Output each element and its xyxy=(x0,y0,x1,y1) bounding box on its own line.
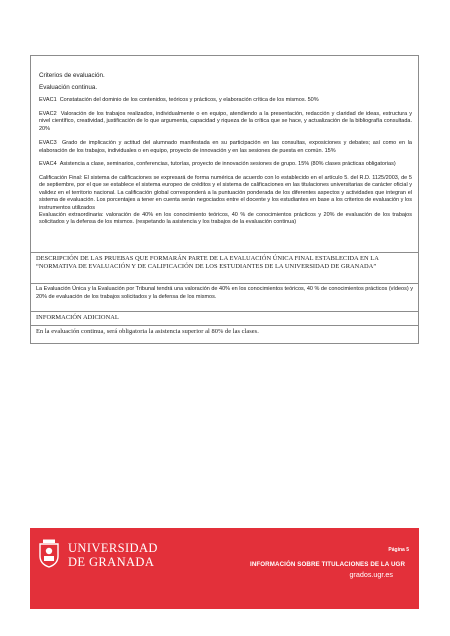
criterion-evac1: EVAC1 Constatación del dominio de los contenidos, teóricos y prácticos, y elaboración crítica de los mismos. 50% xyxy=(39,97,319,103)
criteria-subtitle: Evaluación continua. xyxy=(39,84,98,91)
page-number: Página 5 xyxy=(388,547,409,553)
extraordinary-eval-text: Evaluación extraordinaria: valoración de 40% en los conocimiento teóricos, 40 % de conocimientos prácticos y 20% de evaluación de los trabajos solicitados y la defensa de los mismos. (respetando la asistencia y los trabajos de la evaluación continua) xyxy=(39,211,412,226)
criteria-title: Criterios de evaluación. xyxy=(39,72,105,79)
university-name: UNIVERSIDAD DE GRANADA xyxy=(68,541,158,569)
single-eval-heading: DESCRIPCIÓN DE LAS PRUEBAS QUE FORMARÁN PARTE DE LA EVALUACIÓN ÚNICA FINAL ESTABLECIDA EN LA “NORMATIVA DE EVALUACIÓN Y DE CALIFICACIÓN DE LOS ESTUDIANTES DE LA UNIVERSIDAD DE GRANADA” xyxy=(31,252,418,283)
criterion-evac4: EVAC4 Asistencia a clase, seminarios, conferencias, tutorías, proyecto de innovación sesiones de grupo. 15% (80% clases prácticas obligatorias) xyxy=(39,161,396,168)
single-eval-text: La Evaluación Única y la Evaluación por Tribunal tendrá una valoración de 40% en los conocimientos teóricos, 40 % de conocimientos prácticos (vídeos) y 20% de evaluación de los trabajos solicitados y la defensa de los mismos. xyxy=(31,283,418,311)
footer-banner xyxy=(30,528,419,609)
evaluation-table xyxy=(30,55,419,344)
footer-info-title: INFORMACIÓN SOBRE TITULACIONES DE LA UGR xyxy=(250,561,406,568)
criterion-evac3: EVAC3 Grado de implicación y actitud del alumnado manifestada en su participación en las consultas, exposiciones y debates; así como en la elaboración de los trabajos, individuales o en equipo, proyecto de innovación y en las sesiones de puesta en común. 15% xyxy=(39,139,412,154)
footer-website[interactable]: grados.ugr.es xyxy=(349,570,393,579)
criteria-section xyxy=(31,56,418,267)
additional-info-text: En la evaluación continua, será obligatoria la asistencia superior al 80% de las clases. xyxy=(31,325,418,344)
final-grade-text: Calificación Final: El sistema de calificaciones se expresará de forma numérica de acuerdo con lo establecido en el artículo 5. del R.D. 1125/2003, de 5 de septiembre, por el que se establece el sistema europeo de créditos y el sistema de calificaciones en las titulaciones universitarias de carácter oficial y validez en el territorio nacional. La calificación global corresponderá a la puntuación ponderada de los diferentes aspectos y actividades que integran el sistema de evaluación. Los porcentajes a tener en cuenta serán negociados entre el docente y los estudiantes en base a los criterios de evaluación y los instrumentos utilizados xyxy=(39,174,412,211)
criterion-evac2: EVAC2 Valoración de los trabajos realizados, individualmente o en equipo, atendiendo a la presentación, redacción y claridad de ideas, estructura y nivel científico, creatividad, justificación de lo que argumenta, capacidad y riqueza de la crítica que se hace, y actualización de la bibliografía consultada. 20% xyxy=(39,110,412,133)
additional-info-heading: INFORMACIÓN ADICIONAL xyxy=(31,311,418,325)
university-shield-icon xyxy=(38,539,60,568)
